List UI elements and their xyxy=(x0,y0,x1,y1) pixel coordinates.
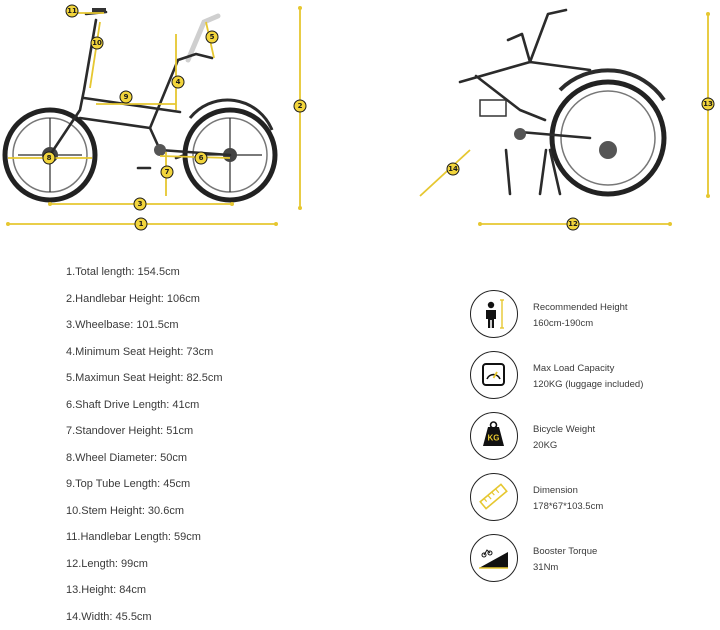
marker-14-label: 14 xyxy=(448,165,458,173)
feature-value: 31Nm xyxy=(533,562,558,573)
feature-recommended-height xyxy=(470,290,710,346)
marker-4 xyxy=(172,76,184,88)
svg-text:KG: KG xyxy=(488,434,500,443)
marker-10-label: 10 xyxy=(92,39,102,47)
marker-13 xyxy=(702,98,714,110)
marker-7 xyxy=(161,166,173,178)
feature-value: 20KG xyxy=(533,440,557,451)
spec-item: 4.Minimum Seat Height: 73cm xyxy=(66,339,223,366)
marker-8-label: 8 xyxy=(47,154,52,162)
marker-4-label: 4 xyxy=(176,78,181,86)
marker-6 xyxy=(195,152,207,164)
marker-9-label: 9 xyxy=(124,93,129,101)
spec-item: 1.Total length: 154.5cm xyxy=(66,259,223,286)
incline-torque-icon xyxy=(470,534,518,582)
feature-title: Booster Torque xyxy=(533,546,597,557)
marker-12-label: 12 xyxy=(568,220,578,228)
marker-3-label: 3 xyxy=(138,200,143,208)
spec-item: 14.Width: 45.5cm xyxy=(66,604,223,630)
feature-value: 160cm-190cm xyxy=(533,318,593,329)
marker-2 xyxy=(294,100,306,112)
feature-title: Recommended Height xyxy=(533,302,628,313)
feature-title: Max Load Capacity xyxy=(533,363,614,374)
ruler-icon xyxy=(470,473,518,521)
feature-value: 120KG (luggage included) xyxy=(533,379,643,390)
spec-item: 9.Top Tube Length: 45cm xyxy=(66,471,223,498)
gauge-icon xyxy=(470,351,518,399)
spec-item: 13.Height: 84cm xyxy=(66,577,223,604)
bike-folded-view xyxy=(420,10,710,226)
marker-5 xyxy=(206,31,218,43)
marker-1-label: 1 xyxy=(139,220,144,228)
spec-item: 5.Maximun Seat Height: 82.5cm xyxy=(66,365,223,392)
spec-item: 6.Shaft Drive Length: 41cm xyxy=(66,392,223,419)
spec-item: 2.Handlebar Height: 106cm xyxy=(66,286,223,313)
marker-6-label: 6 xyxy=(199,154,204,162)
feature-title: Dimension xyxy=(533,485,578,496)
marker-14 xyxy=(447,163,459,175)
marker-7-label: 7 xyxy=(165,168,170,176)
marker-2-label: 2 xyxy=(298,102,303,110)
marker-5-label: 5 xyxy=(210,33,215,41)
feature-booster-torque xyxy=(470,534,710,590)
feature-bicycle-weight xyxy=(470,412,710,468)
feature-title: Bicycle Weight xyxy=(533,424,595,435)
feature-value: 178*67*103.5cm xyxy=(533,501,603,512)
spec-item: 8.Wheel Diameter: 50cm xyxy=(66,445,223,472)
marker-3 xyxy=(134,198,146,210)
marker-13-label: 13 xyxy=(703,100,713,108)
spec-item: 3.Wheelbase: 101.5cm xyxy=(66,312,223,339)
kg-weight-icon xyxy=(470,412,518,460)
bike-side-view xyxy=(5,6,302,226)
spec-list xyxy=(66,259,223,630)
feature-max-load xyxy=(470,351,710,407)
feature-dimension xyxy=(470,473,710,529)
marker-8 xyxy=(43,152,55,164)
spec-item: 11.Handlebar Length: 59cm xyxy=(66,524,223,551)
marker-10 xyxy=(91,37,103,49)
marker-1 xyxy=(135,218,147,230)
spec-item: 10.Stem Height: 30.6cm xyxy=(66,498,223,525)
marker-11 xyxy=(66,5,78,17)
spec-item: 12.Length: 99cm xyxy=(66,551,223,578)
marker-12 xyxy=(567,218,579,230)
spec-item: 7.Standover Height: 51cm xyxy=(66,418,223,445)
person-height-icon xyxy=(470,290,518,338)
bike-diagrams xyxy=(0,0,720,250)
marker-11-label: 11 xyxy=(67,7,77,15)
marker-9 xyxy=(120,91,132,103)
